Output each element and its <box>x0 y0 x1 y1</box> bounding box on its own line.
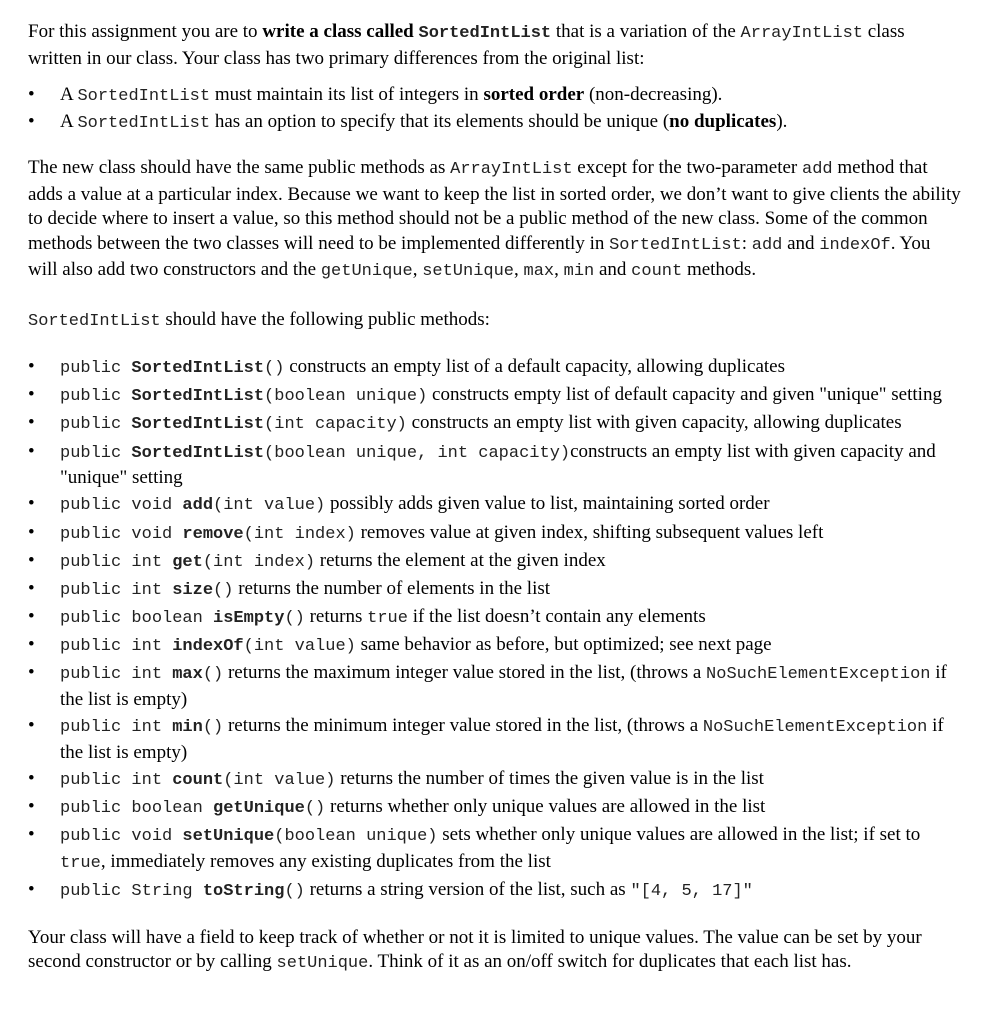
p2-text: . You will also add two constructors and the <box>28 232 931 280</box>
p2-code: min <box>563 262 595 281</box>
p3-text: should have the following public methods: <box>160 308 490 330</box>
method-description: sets whether only unique values are allowed in the list; if set to <box>437 824 921 846</box>
method-description: constructs empty list of default capacity and given "unique" setting <box>427 384 942 406</box>
method-modifiers: public int <box>60 718 173 738</box>
method-modifiers: public <box>60 359 132 378</box>
method-description: returns whether only unique values are allowed in the list <box>325 796 766 818</box>
method-item <box>28 633 963 660</box>
method-params: () <box>264 359 285 378</box>
diff-text: ). <box>776 110 788 132</box>
method-modifiers: public int <box>60 771 173 791</box>
method-name: toString <box>202 882 285 902</box>
method-modifiers: public int <box>60 552 173 572</box>
method-params: (int index) <box>243 524 356 544</box>
p2-code: add <box>751 235 783 255</box>
bullet-icon: • <box>28 768 35 790</box>
method-item <box>28 605 963 632</box>
method-params: (int value) <box>243 637 356 657</box>
method-modifiers: public String <box>60 882 203 902</box>
method-description: if the list doesn’t contain any elements <box>407 606 706 628</box>
intro-paragraph <box>28 20 963 71</box>
p2-text: except for the two-parameter <box>572 157 803 178</box>
method-modifiers: public <box>60 415 132 435</box>
method-modifiers: public int <box>60 665 173 685</box>
method-modifiers: public <box>60 443 132 463</box>
p4-code: setUnique <box>276 954 369 974</box>
intro-text: class written in our class. Your class has two primary differences from the original list: <box>28 21 905 69</box>
p2-text: : <box>741 232 752 254</box>
difference-item <box>28 83 963 110</box>
diff-text: (non-decreasing). <box>584 84 723 105</box>
method-params: (int capacity) <box>264 415 407 435</box>
bullet-icon: • <box>28 715 35 737</box>
method-description-code: true <box>60 854 101 873</box>
method-modifiers: public void <box>60 524 183 544</box>
method-modifiers: public <box>60 387 132 407</box>
bullet-icon: • <box>28 384 35 406</box>
method-item <box>28 411 963 438</box>
method-name: remove <box>182 524 244 544</box>
methods-heading <box>28 308 963 335</box>
p2-text: , <box>514 259 524 280</box>
method-item <box>28 549 963 576</box>
method-description: returns <box>304 606 368 628</box>
method-params: (int index) <box>202 552 316 572</box>
method-item <box>28 521 963 548</box>
method-item <box>28 355 963 382</box>
p2-code: setUnique <box>422 262 515 281</box>
method-description: returns the element at the given index <box>315 549 606 571</box>
method-description-code: "[4, 5, 17]" <box>630 882 753 902</box>
diff-text: A <box>60 84 78 105</box>
method-modifiers: public void <box>60 827 183 847</box>
p2-code: indexOf <box>819 235 891 255</box>
diff-class-name: SortedIntList <box>77 87 211 106</box>
method-item <box>28 795 963 822</box>
intro-class-name: SortedIntList <box>418 24 552 43</box>
p2-text: , <box>412 259 423 280</box>
method-name: isEmpty <box>213 609 285 629</box>
method-item <box>28 878 963 905</box>
method-name: min <box>172 718 203 738</box>
method-description-code: true <box>367 609 408 629</box>
method-description: removes value at given index, shifting subsequent values left <box>355 521 824 543</box>
method-name: SortedIntList <box>131 443 265 463</box>
p2-text: methods. <box>682 259 757 280</box>
method-item <box>28 823 963 876</box>
assignment-page <box>28 20 963 977</box>
p2-code: SortedIntList <box>609 235 742 255</box>
method-name: SortedIntList <box>131 359 265 378</box>
method-modifiers: public boolean <box>60 799 214 819</box>
p2-code: count <box>631 262 683 281</box>
method-params: (boolean unique, int capacity) <box>264 443 571 463</box>
method-name: indexOf <box>172 637 244 657</box>
method-description: possibly adds given value to list, maintaining sorted order <box>325 493 770 515</box>
method-params: () <box>202 665 224 685</box>
method-description: constructs an empty list with given capacity, allowing duplicates <box>406 412 902 434</box>
method-params: () <box>284 882 305 902</box>
method-item <box>28 440 963 491</box>
bullet-icon: • <box>28 634 35 656</box>
method-description: constructs an empty list of a default capacity, allowing duplicates <box>284 356 785 377</box>
bullet-icon: • <box>28 662 35 684</box>
p2-code: max <box>523 262 555 281</box>
diff-class-name: SortedIntList <box>77 113 211 133</box>
method-item <box>28 577 963 604</box>
bullet-icon: • <box>28 84 35 105</box>
intro-bold-text: write a class called <box>262 21 419 42</box>
closing-paragraph <box>28 926 963 977</box>
p2-text: method that adds a value at a particular index. Because we want to keep the list in sorted order, we don’t want to give clients the ability to decide where to insert a value, so this method should not be a public method of the new class. Some of the common methods between the two classes will need to be implemented differently in <box>28 157 961 254</box>
bullet-icon: • <box>28 493 35 515</box>
method-params: () <box>304 799 326 819</box>
method-description-code: NoSuchElementException <box>702 718 928 738</box>
method-modifiers: public int <box>60 580 173 600</box>
bullet-icon: • <box>28 440 35 462</box>
method-description: same behavior as before, but optimized; see next page <box>355 634 772 656</box>
method-name: add <box>182 496 214 516</box>
public-methods-list <box>28 355 963 905</box>
method-description: returns the minimum integer value stored in the list, (throws a <box>223 715 703 737</box>
method-item <box>28 661 963 712</box>
difference-item <box>28 110 963 137</box>
intro-text: that is a variation of the <box>551 21 741 42</box>
p2-text: The new class should have the same public methods as <box>28 157 451 178</box>
method-name: setUnique <box>182 827 275 847</box>
method-description-code: NoSuchElementException <box>706 665 931 685</box>
method-modifiers: public void <box>60 496 183 516</box>
bullet-icon: • <box>28 796 35 818</box>
method-params: (boolean unique) <box>274 827 438 847</box>
method-item <box>28 714 963 765</box>
method-params: () <box>202 718 224 738</box>
method-item <box>28 383 963 410</box>
method-description: if the list is empty) <box>60 715 944 763</box>
intro-base-class: ArrayIntList <box>740 24 863 43</box>
intro-text: For this assignment you are to <box>28 21 263 42</box>
p2-text: , <box>554 259 564 280</box>
method-name: get <box>172 552 203 572</box>
bullet-icon: • <box>28 110 35 132</box>
method-name: size <box>172 580 214 600</box>
p2-text: and <box>782 232 820 254</box>
method-name: SortedIntList <box>131 415 265 435</box>
p2-code: add <box>802 160 833 179</box>
bullet-icon: • <box>28 521 35 543</box>
p2-code: getUnique <box>320 262 413 281</box>
p4-text: . Think of it as an on/off switch for duplicates that each list has. <box>368 951 852 973</box>
method-name: max <box>172 665 203 685</box>
method-description: if the list is empty) <box>60 662 947 711</box>
method-name: getUnique <box>213 799 305 819</box>
diff-bold: no duplicates <box>669 110 777 132</box>
bullet-icon: • <box>28 549 35 571</box>
method-description: returns the number of elements in the list <box>233 577 551 599</box>
diff-bold: sorted order <box>483 84 585 105</box>
method-modifiers: public int <box>60 637 173 657</box>
method-name: count <box>172 771 224 791</box>
diff-text: must maintain its list of integers in <box>210 84 484 105</box>
p2-text: and <box>594 259 632 280</box>
methods-overview-paragraph <box>28 156 963 285</box>
p2-code: ArrayIntList <box>450 160 573 179</box>
bullet-icon: • <box>28 356 35 377</box>
method-description: returns the maximum integer value stored in the list, (throws a <box>223 662 707 684</box>
bullet-icon: • <box>28 412 35 434</box>
p4-text: Your class will have a field to keep track of whether or not it is limited to unique values. The value can be set by your second constructor or by calling <box>28 926 922 973</box>
method-modifiers: public boolean <box>60 609 214 629</box>
method-description: constructs an empty list with given capacity and "unique" setting <box>60 440 936 489</box>
method-params: (int value) <box>213 496 326 516</box>
diff-text: A <box>60 110 78 132</box>
bullet-icon: • <box>28 824 35 846</box>
p3-class-name: SortedIntList <box>28 311 161 331</box>
method-description: returns a string version of the list, such as <box>304 879 631 901</box>
diff-text: has an option to specify that its elements should be unique ( <box>210 110 670 132</box>
method-params: () <box>284 609 305 629</box>
method-item <box>28 767 963 794</box>
method-params: (boolean unique) <box>264 387 428 407</box>
method-description: returns the number of times the given value is in the list <box>335 768 764 790</box>
method-name: SortedIntList <box>131 387 265 407</box>
method-params: () <box>213 580 234 600</box>
bullet-icon: • <box>28 606 35 628</box>
bullet-icon: • <box>28 577 35 599</box>
method-description: , immediately removes any existing duplicates from the list <box>100 851 551 872</box>
method-item <box>28 492 963 519</box>
differences-list <box>28 83 963 136</box>
method-params: (int value) <box>223 771 336 791</box>
bullet-icon: • <box>28 879 35 901</box>
